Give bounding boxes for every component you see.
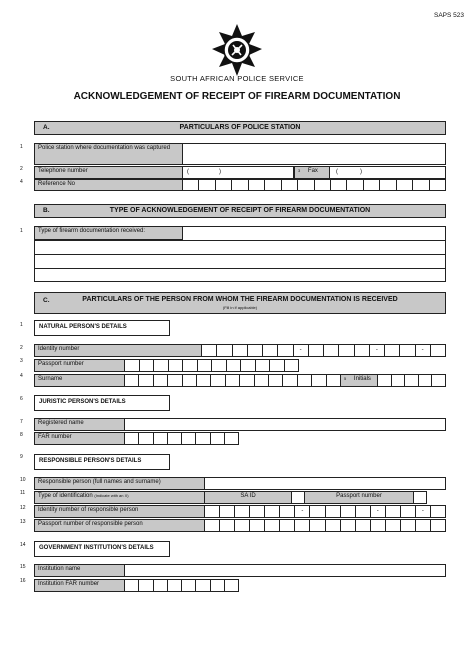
char-box[interactable] xyxy=(386,520,401,531)
char-box[interactable] xyxy=(154,433,168,444)
char-box[interactable] xyxy=(227,360,242,371)
char-box[interactable] xyxy=(401,520,416,531)
passport-number-label: Passport number xyxy=(34,359,125,372)
char-box[interactable] xyxy=(265,506,280,517)
char-box[interactable] xyxy=(235,506,250,517)
row-number: 9 xyxy=(20,454,23,460)
char-box[interactable] xyxy=(282,180,298,190)
char-box[interactable] xyxy=(125,433,139,444)
page-title: ACKNOWLEDGEMENT OF RECEIPT OF FIREARM DOCUMENTATION xyxy=(73,91,401,102)
char-box[interactable] xyxy=(309,345,324,356)
row-number: 12 xyxy=(20,505,26,511)
section-title: PARTICULARS OF THE PERSON FROM WHOM THE FIREARM DOCUMENTATION IS RECEIVED xyxy=(82,296,398,303)
char-box[interactable] xyxy=(220,506,235,517)
sa-id-option: SA ID xyxy=(204,491,292,504)
char-box[interactable] xyxy=(331,180,347,190)
char-box[interactable] xyxy=(324,345,339,356)
initials-label: $^5$ Initials xyxy=(340,374,378,387)
char-box[interactable] xyxy=(140,360,155,371)
responsible-person-heading: RESPONSIBLE PERSON'S DETAILS xyxy=(34,454,170,470)
char-box[interactable] xyxy=(419,375,433,386)
char-box[interactable] xyxy=(256,360,271,371)
reference-boxes[interactable] xyxy=(182,179,446,191)
char-box[interactable] xyxy=(283,375,297,386)
service-name: SOUTH AFRICAN POLICE SERVICE xyxy=(170,74,304,83)
char-box[interactable]: - xyxy=(294,345,309,356)
char-box[interactable] xyxy=(265,180,281,190)
char-box[interactable] xyxy=(265,520,280,531)
char-box[interactable] xyxy=(225,433,239,444)
row-number: 4 xyxy=(20,373,23,379)
section-title: TYPE OF ACKNOWLEDGEMENT OF RECEIPT OF FIREARM DOCUMENTATION xyxy=(109,207,371,214)
saps-star-emblem xyxy=(209,22,265,78)
char-box[interactable] xyxy=(263,345,278,356)
char-box[interactable] xyxy=(431,345,446,356)
telephone-field[interactable] xyxy=(182,166,294,179)
char-box[interactable] xyxy=(416,520,431,531)
char-box[interactable] xyxy=(248,345,263,356)
char-box[interactable] xyxy=(298,180,314,190)
paren-close: ) xyxy=(219,169,221,175)
char-box[interactable] xyxy=(168,580,182,591)
char-box[interactable] xyxy=(298,375,312,386)
char-box[interactable] xyxy=(125,360,140,371)
char-box[interactable] xyxy=(386,506,401,517)
char-box[interactable] xyxy=(397,180,413,190)
char-box[interactable] xyxy=(285,360,300,371)
paren-close: ) xyxy=(360,169,362,175)
char-box[interactable] xyxy=(183,360,198,371)
identity-number-boxes[interactable] xyxy=(201,344,446,357)
form-code: SAPS 523 xyxy=(434,12,464,19)
row-number: 1 xyxy=(20,228,23,234)
row-number: 8 xyxy=(20,432,23,438)
far-number-label: FAR number xyxy=(34,432,125,445)
char-box[interactable] xyxy=(205,506,220,517)
paren-open: ( xyxy=(187,169,189,175)
char-box[interactable] xyxy=(226,375,240,386)
initials-boxes[interactable] xyxy=(377,374,446,387)
char-box[interactable] xyxy=(139,580,153,591)
section-a-header xyxy=(34,121,446,135)
char-box[interactable] xyxy=(310,520,325,531)
char-box[interactable] xyxy=(385,345,400,356)
char-box[interactable] xyxy=(430,180,446,190)
char-box[interactable] xyxy=(183,180,199,190)
char-box[interactable] xyxy=(169,360,184,371)
passport-checkbox[interactable] xyxy=(413,491,427,504)
telephone-label: Telephone number xyxy=(34,166,183,179)
char-box[interactable] xyxy=(378,375,392,386)
char-box[interactable] xyxy=(310,506,325,517)
char-box[interactable] xyxy=(154,360,169,371)
section-letter: C. xyxy=(43,297,50,304)
char-box[interactable] xyxy=(280,520,295,531)
passport-number-boxes[interactable] xyxy=(124,359,299,372)
institution-name-field[interactable] xyxy=(124,564,446,577)
responsible-passport-boxes[interactable] xyxy=(204,519,446,532)
char-box[interactable] xyxy=(356,520,371,531)
char-box[interactable] xyxy=(355,345,370,356)
sa-id-checkbox[interactable] xyxy=(291,491,305,504)
row-number: 7 xyxy=(20,419,23,425)
char-box[interactable] xyxy=(168,433,182,444)
section-subtitle: (Fill in if applicable) xyxy=(222,305,258,310)
char-box[interactable] xyxy=(400,345,415,356)
char-box[interactable] xyxy=(312,375,326,386)
char-box[interactable] xyxy=(405,375,419,386)
char-box[interactable] xyxy=(401,506,416,517)
row-number: 6 xyxy=(20,396,23,402)
char-box[interactable] xyxy=(212,360,227,371)
char-box[interactable] xyxy=(199,180,215,190)
char-box[interactable] xyxy=(168,375,182,386)
char-box[interactable]: - xyxy=(416,345,431,356)
row-number: 1 xyxy=(20,322,23,328)
char-box[interactable] xyxy=(270,360,285,371)
char-box[interactable] xyxy=(182,580,196,591)
char-box[interactable] xyxy=(154,580,168,591)
institution-far-label: Institution FAR number xyxy=(34,579,125,592)
char-box[interactable] xyxy=(216,180,232,190)
char-box[interactable] xyxy=(249,180,265,190)
row-number: 1 xyxy=(20,144,23,150)
char-box[interactable] xyxy=(125,580,139,591)
char-box[interactable] xyxy=(196,433,210,444)
char-box[interactable] xyxy=(371,520,386,531)
char-box[interactable]: - xyxy=(416,506,431,517)
char-box[interactable] xyxy=(341,506,356,517)
responsible-name-field[interactable] xyxy=(204,477,446,490)
char-box[interactable] xyxy=(183,375,197,386)
section-b-header xyxy=(34,204,446,218)
surname-label: Surname xyxy=(34,374,125,387)
passport-option: Passport number xyxy=(304,491,414,504)
char-box[interactable] xyxy=(225,580,239,591)
paren-open: ( xyxy=(336,169,338,175)
row-number: 13 xyxy=(20,519,26,525)
char-box[interactable] xyxy=(278,345,293,356)
registered-name-field[interactable] xyxy=(124,418,446,431)
char-box[interactable] xyxy=(250,506,265,517)
char-box[interactable] xyxy=(327,375,341,386)
registered-name-label: Registered name xyxy=(34,418,125,431)
char-box[interactable] xyxy=(269,375,283,386)
section-c-header xyxy=(34,292,446,314)
char-box[interactable] xyxy=(431,520,446,531)
char-box[interactable] xyxy=(326,520,341,531)
char-box[interactable] xyxy=(341,520,356,531)
identity-number-label: Identity number xyxy=(34,344,202,357)
char-box[interactable] xyxy=(392,375,406,386)
char-box[interactable] xyxy=(250,520,265,531)
section-letter: A. xyxy=(43,124,50,131)
char-box[interactable] xyxy=(205,520,220,531)
char-box[interactable] xyxy=(217,345,232,356)
juristic-person-heading: JURISTIC PERSON'S DETAILS xyxy=(34,395,170,411)
responsible-passport-label: Passport number of responsible person xyxy=(34,519,205,532)
char-box[interactable] xyxy=(196,580,210,591)
char-box[interactable] xyxy=(295,520,310,531)
reference-label: Reference No xyxy=(34,179,183,191)
char-box[interactable]: - xyxy=(370,345,385,356)
char-box[interactable] xyxy=(339,345,354,356)
char-box[interactable] xyxy=(380,180,396,190)
char-box[interactable] xyxy=(255,375,269,386)
char-box[interactable] xyxy=(211,375,225,386)
fax-field[interactable] xyxy=(329,166,446,179)
char-box[interactable] xyxy=(233,345,248,356)
char-box[interactable] xyxy=(232,180,248,190)
char-box[interactable] xyxy=(197,375,211,386)
responsible-name-label: Responsible person (full names and surname) xyxy=(34,477,205,490)
government-institution-heading: GOVERNMENT INSTITUTION'S DETAILS xyxy=(34,541,170,557)
char-box[interactable] xyxy=(356,506,371,517)
char-box[interactable] xyxy=(235,520,250,531)
char-box[interactable] xyxy=(432,375,446,386)
char-box[interactable] xyxy=(125,375,139,386)
row-number: 3 xyxy=(298,168,301,173)
char-box[interactable] xyxy=(347,180,363,190)
char-box[interactable]: - xyxy=(371,506,386,517)
surname-boxes[interactable] xyxy=(124,374,341,387)
char-box[interactable] xyxy=(202,345,217,356)
row-number: 10 xyxy=(20,477,26,483)
char-box[interactable] xyxy=(211,433,225,444)
row-number: 5 xyxy=(344,376,347,381)
char-box[interactable] xyxy=(211,580,225,591)
char-box[interactable] xyxy=(139,433,153,444)
row-number: 2 xyxy=(20,345,23,351)
far-number-boxes[interactable] xyxy=(124,432,239,445)
row-number: 4 xyxy=(20,179,23,185)
char-box[interactable] xyxy=(315,180,331,190)
char-box[interactable] xyxy=(139,375,153,386)
row-number: 11 xyxy=(20,490,26,496)
char-box[interactable] xyxy=(198,360,213,371)
station-field[interactable] xyxy=(182,143,446,165)
char-box[interactable] xyxy=(241,360,256,371)
char-box[interactable] xyxy=(220,520,235,531)
station-label: Police station where documentation was captured xyxy=(34,143,183,165)
id-type-hint: (Indicate with an X) xyxy=(94,493,129,498)
char-box[interactable]: - xyxy=(295,506,310,517)
char-box[interactable] xyxy=(364,180,380,190)
responsible-id-number-boxes[interactable] xyxy=(204,505,446,518)
char-box[interactable] xyxy=(326,506,341,517)
row-number: 14 xyxy=(20,542,26,548)
char-box[interactable] xyxy=(413,180,429,190)
id-type-label: Type of identification (Indicate with an X) xyxy=(34,491,205,504)
char-box[interactable] xyxy=(182,433,196,444)
char-box[interactable] xyxy=(431,506,446,517)
section-title: PARTICULARS OF POLICE STATION xyxy=(179,124,301,131)
row-number: 15 xyxy=(20,564,26,570)
row-number: 2 xyxy=(20,166,23,172)
fax-label: $^3$ Fax xyxy=(294,166,330,179)
responsible-id-number-label: Identity number of responsible person xyxy=(34,505,205,518)
institution-far-boxes[interactable] xyxy=(124,579,239,592)
institution-name-label: Institution name xyxy=(34,564,125,577)
natural-person-heading: NATURAL PERSON'S DETAILS xyxy=(34,320,170,336)
row-number: 3 xyxy=(20,358,23,364)
row-number: 16 xyxy=(20,578,26,584)
documentation-type-label: Type of firearm documentation received: xyxy=(34,226,183,240)
char-box[interactable] xyxy=(240,375,254,386)
section-letter: B. xyxy=(43,207,50,214)
char-box[interactable] xyxy=(154,375,168,386)
char-box[interactable] xyxy=(280,506,295,517)
